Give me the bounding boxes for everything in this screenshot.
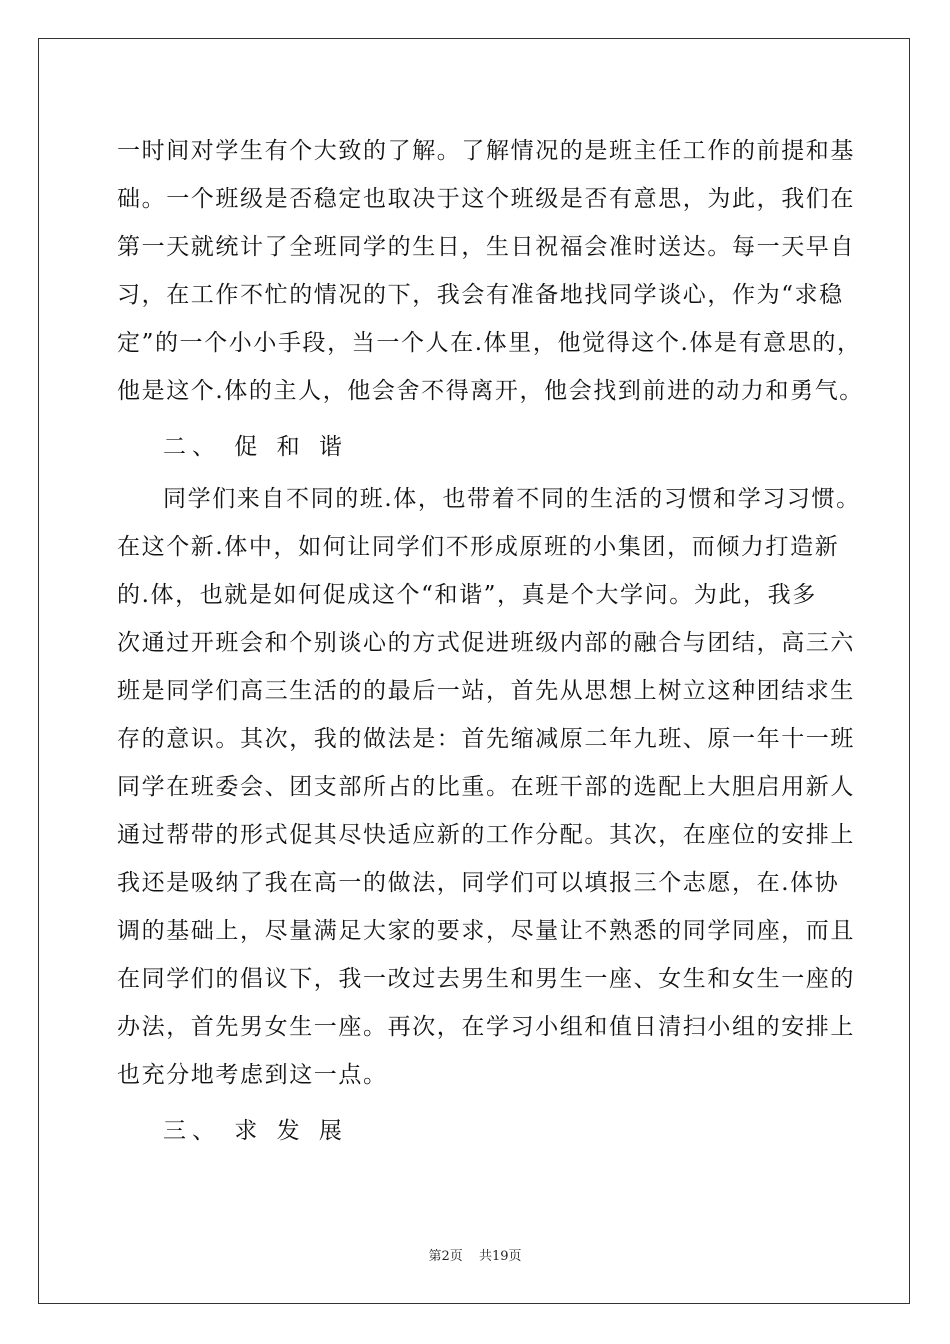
body-line: 定”的一个小小手段，当一个人在.体里，他觉得这个.体是有意思的，	[117, 330, 862, 356]
body-line: 同学在班委会、团支部所占的比重。在班干部的选配上大胆启用新人	[117, 774, 855, 800]
body-line: 习，在工作不忙的情况的下，我会有准备地找同学谈心，作为“求稳	[117, 282, 844, 308]
body-line: 一时间对学生有个大致的了解。了解情况的是班主任工作的前提和基	[117, 138, 855, 164]
body-line: 在同学们的倡议下，我一改过去男生和男生一座、女生和女生一座的	[117, 966, 855, 992]
body-line: 办法，首先男女生一座。再次，在学习小组和值日清扫小组的安排上	[117, 1014, 855, 1040]
body-line: 他是这个.体的主人，他会舍不得离开，他会找到前进的动力和勇气。	[117, 378, 864, 404]
section-heading: 二、 促 和 谐	[163, 434, 348, 460]
body-line: 也充分地考虑到这一点。	[117, 1062, 388, 1088]
page-footer	[0, 1248, 950, 1266]
body-line: 调的基础上，尽量满足大家的要求，尽量让不熟悉的同学同座，而且	[117, 918, 855, 944]
body-line: 的.体，也就是如何促成这个“和谐”，真是个大学问。为此，我多	[117, 582, 817, 608]
page-number: 第2页	[428, 1249, 463, 1264]
body-line: 通过帮带的形式促其尽快适应新的工作分配。其次，在座位的安排上	[117, 822, 855, 848]
page-total: 共19页	[478, 1249, 522, 1264]
body-line: 我还是吸纳了我在高一的做法，同学们可以填报三个志愿，在.体协	[117, 870, 840, 896]
body-line: 存的意识。其次，我的做法是：首先缩减原二年九班、原一年十一班	[117, 726, 855, 752]
body-line: 同学们来自不同的班.体，也带着不同的生活的习惯和学习习惯。	[163, 486, 861, 512]
body-line: 第一天就统计了全班同学的生日，生日祝福会准时送达。每一天早自	[117, 234, 855, 260]
body-line: 础。一个班级是否稳定也取决于这个班级是否有意思，为此，我们在	[117, 186, 855, 212]
page-border	[38, 38, 910, 1304]
body-line: 班是同学们高三生活的的最后一站，首先从思想上树立这种团结求生	[117, 678, 855, 704]
body-line: 在这个新.体中，如何让同学们不形成原班的小集团，而倾力打造新	[117, 534, 840, 560]
section-heading: 三、 求 发 展	[163, 1118, 348, 1144]
body-line: 次通过开班会和个别谈心的方式促进班级内部的融合与团结，高三六	[117, 630, 855, 656]
